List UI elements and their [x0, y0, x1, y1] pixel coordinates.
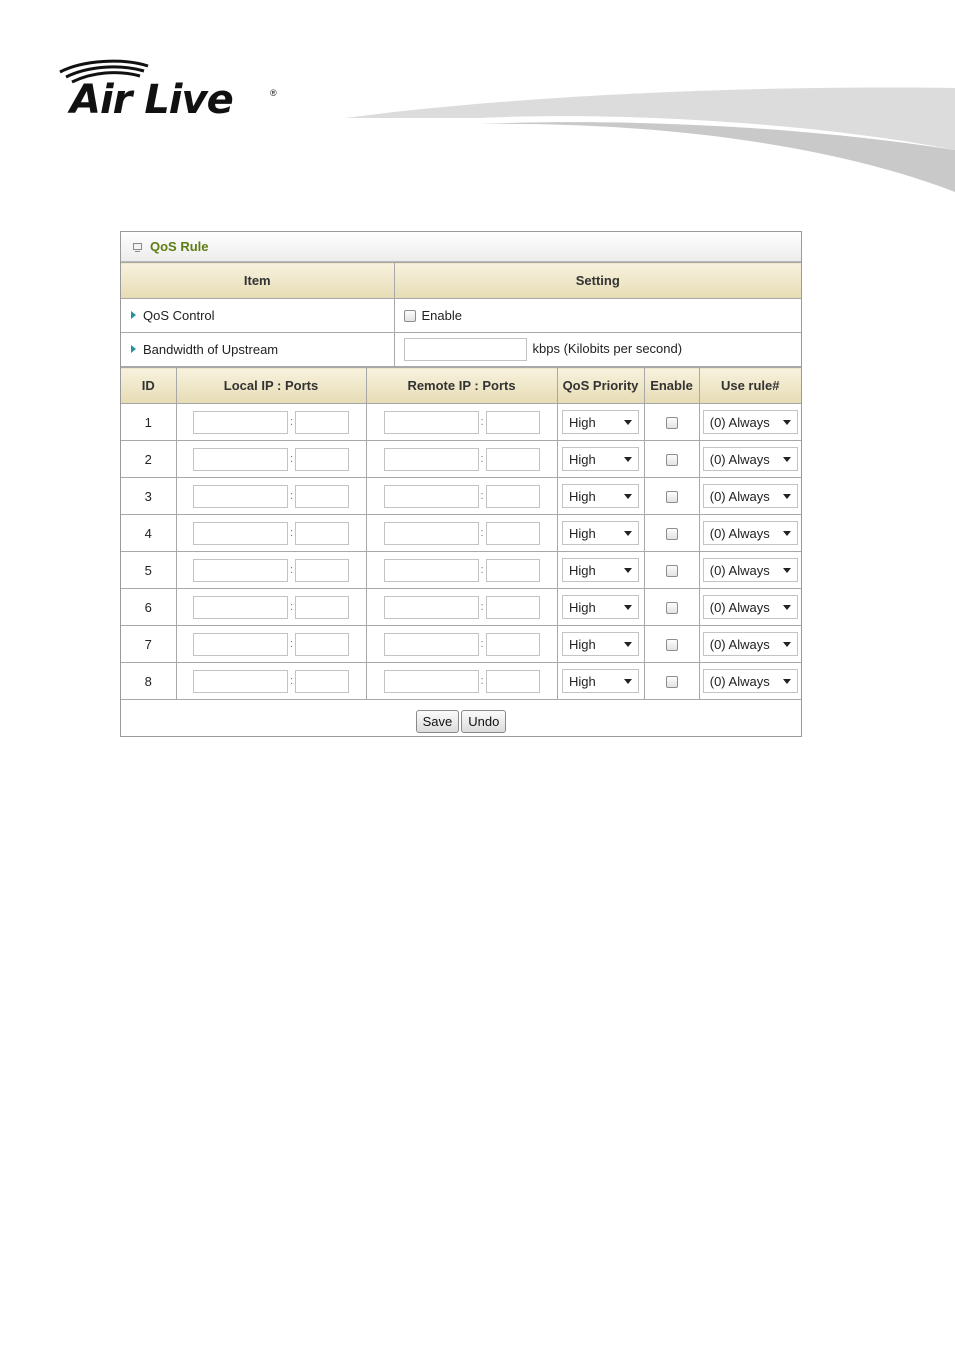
- rule-row: [121, 626, 801, 663]
- remote-ip-cell: [366, 404, 557, 441]
- priority-value: High: [569, 562, 596, 578]
- chevron-down-icon: [624, 679, 632, 684]
- remote-port-input[interactable]: [486, 559, 540, 582]
- remote-port-input[interactable]: [486, 485, 540, 508]
- use-rule-select[interactable]: [703, 558, 798, 582]
- ip-port-separator: :: [480, 526, 484, 539]
- chevron-down-icon: [783, 457, 791, 462]
- rule-enable-checkbox[interactable]: [666, 676, 678, 688]
- logo-registered-mark: ®: [270, 88, 277, 98]
- use-rule-cell: [699, 404, 801, 441]
- use-rule-cell: [699, 626, 801, 663]
- use-rule-value: (0) Always: [709, 488, 770, 504]
- local-ip-cell: [176, 663, 366, 700]
- ip-port-separator: :: [289, 674, 294, 687]
- ip-port-separator: :: [289, 600, 294, 613]
- local-ip-cell: [176, 404, 366, 441]
- remote-ip-input[interactable]: [384, 411, 479, 434]
- use-rule-select[interactable]: [703, 669, 798, 693]
- local-port-input[interactable]: [295, 559, 349, 582]
- local-ip-input[interactable]: [193, 633, 288, 656]
- use-rule-select[interactable]: [703, 521, 798, 545]
- local-port-input[interactable]: [295, 633, 349, 656]
- use-rule-select[interactable]: [703, 632, 798, 656]
- chevron-down-icon: [783, 531, 791, 536]
- remote-ip-cell: [366, 663, 557, 700]
- ip-port-separator: :: [289, 415, 294, 428]
- use-rule-cell: [699, 515, 801, 552]
- remote-port-input[interactable]: [486, 448, 540, 471]
- bandwidth-input[interactable]: [404, 338, 527, 361]
- chevron-down-icon: [624, 420, 632, 425]
- ip-port-separator: :: [480, 637, 484, 650]
- bandwidth-label: Bandwidth of Upstream: [143, 342, 279, 357]
- use-rule-select[interactable]: [703, 595, 798, 619]
- priority-cell: [557, 478, 644, 515]
- rule-id: 1: [121, 404, 176, 441]
- local-ip-input[interactable]: [193, 559, 288, 582]
- local-ip-cell: [176, 515, 366, 552]
- use-rule-value: (0) Always: [709, 636, 770, 652]
- priority-cell: [557, 515, 644, 552]
- use-rule-select[interactable]: [703, 484, 798, 508]
- priority-select[interactable]: [562, 410, 639, 434]
- use-rule-header: Use rule#: [699, 368, 801, 404]
- chevron-down-icon: [783, 642, 791, 647]
- remote-ip-input[interactable]: [384, 596, 479, 619]
- rule-id: 4: [121, 515, 176, 552]
- priority-cell: [557, 404, 644, 441]
- local-ip-input[interactable]: [193, 448, 288, 471]
- ip-port-separator: :: [289, 452, 294, 465]
- remote-ip-input[interactable]: [384, 633, 479, 656]
- enable-cell: [644, 626, 699, 663]
- local-ip-cell: [176, 552, 366, 589]
- chevron-down-icon: [783, 568, 791, 573]
- rule-id: 5: [121, 552, 176, 589]
- chevron-down-icon: [783, 605, 791, 610]
- panel-title-bar: [121, 232, 801, 262]
- rule-enable-checkbox[interactable]: [666, 565, 678, 577]
- qos-control-row: [121, 299, 801, 333]
- use-rule-value: (0) Always: [709, 562, 770, 578]
- rule-enable-checkbox[interactable]: [666, 491, 678, 503]
- local-ip-cell: [176, 441, 366, 478]
- local-port-input[interactable]: [295, 485, 349, 508]
- bullet-arrow-icon: [131, 345, 136, 353]
- ip-port-separator: :: [289, 563, 294, 576]
- local-ip-input[interactable]: [193, 670, 288, 693]
- remote-ip-cell: [366, 478, 557, 515]
- use-rule-value: (0) Always: [709, 414, 770, 430]
- rule-row: [121, 589, 801, 626]
- remote-ip-header: Remote IP : Ports: [366, 368, 557, 404]
- bandwidth-item: [121, 333, 394, 367]
- qos-control-label: QoS Control: [143, 308, 215, 323]
- use-rule-cell: [699, 441, 801, 478]
- rule-row: [121, 478, 801, 515]
- qos-control-item: [121, 299, 394, 333]
- enable-cell: [644, 515, 699, 552]
- rule-enable-checkbox[interactable]: [666, 454, 678, 466]
- priority-select[interactable]: [562, 632, 639, 656]
- remote-ip-cell: [366, 552, 557, 589]
- ip-port-separator: :: [480, 489, 484, 502]
- settings-table: [121, 262, 801, 367]
- use-rule-select[interactable]: [703, 447, 798, 471]
- chevron-down-icon: [783, 420, 791, 425]
- remote-ip-cell: [366, 515, 557, 552]
- priority-value: High: [569, 414, 596, 430]
- enable-cell: [644, 552, 699, 589]
- window-icon: [133, 243, 142, 250]
- priority-select[interactable]: [562, 669, 639, 693]
- item-header: Item: [121, 263, 394, 299]
- local-port-input[interactable]: [295, 670, 349, 693]
- use-rule-select[interactable]: [703, 410, 798, 434]
- rule-row: [121, 441, 801, 478]
- local-port-input[interactable]: [295, 522, 349, 545]
- priority-select[interactable]: [562, 521, 639, 545]
- qos-control-setting: [394, 299, 801, 333]
- local-ip-cell: [176, 589, 366, 626]
- local-ip-input[interactable]: [193, 596, 288, 619]
- use-rule-cell: [699, 663, 801, 700]
- local-ip-header: Local IP : Ports: [176, 368, 366, 404]
- rules-body: [121, 404, 801, 700]
- local-ip-input[interactable]: [193, 411, 288, 434]
- remote-ip-input[interactable]: [384, 670, 479, 693]
- priority-cell: [557, 552, 644, 589]
- remote-port-input[interactable]: [486, 670, 540, 693]
- ip-port-separator: :: [480, 563, 484, 576]
- remote-ip-input[interactable]: [384, 522, 479, 545]
- settings-header-row: [121, 263, 801, 299]
- enable-cell: [644, 478, 699, 515]
- remote-ip-cell: [366, 626, 557, 663]
- local-ip-cell: [176, 626, 366, 663]
- panel-title: QoS Rule: [150, 239, 209, 254]
- remote-ip-cell: [366, 441, 557, 478]
- bandwidth-setting: [394, 333, 801, 367]
- ip-port-separator: :: [289, 637, 294, 650]
- chevron-down-icon: [783, 679, 791, 684]
- local-ip-input[interactable]: [193, 485, 288, 508]
- enable-cell: [644, 589, 699, 626]
- rule-id: 2: [121, 441, 176, 478]
- use-rule-value: (0) Always: [709, 673, 770, 689]
- rule-row: [121, 663, 801, 700]
- enable-cell: [644, 441, 699, 478]
- rule-row: [121, 552, 801, 589]
- enable-cell: [644, 663, 699, 700]
- enable-header: Enable: [644, 368, 699, 404]
- bandwidth-unit: kbps (Kilobits per second): [532, 340, 683, 356]
- enable-cell: [644, 404, 699, 441]
- priority-cell: [557, 589, 644, 626]
- bandwidth-row: [121, 333, 801, 367]
- local-ip-cell: [176, 478, 366, 515]
- local-port-input[interactable]: [295, 411, 349, 434]
- remote-port-input[interactable]: [486, 522, 540, 545]
- rule-enable-checkbox[interactable]: [666, 602, 678, 614]
- priority-value: High: [569, 525, 596, 541]
- bullet-arrow-icon: [131, 311, 136, 319]
- chevron-down-icon: [624, 642, 632, 647]
- chevron-down-icon: [624, 605, 632, 610]
- priority-value: High: [569, 451, 596, 467]
- local-ip-input[interactable]: [193, 522, 288, 545]
- ip-port-separator: :: [480, 415, 484, 428]
- undo-button[interactable]: Undo: [461, 710, 506, 733]
- rule-row: [121, 404, 801, 441]
- rules-header-row: [121, 368, 801, 404]
- use-rule-cell: [699, 589, 801, 626]
- remote-ip-cell: [366, 589, 557, 626]
- rule-enable-checkbox[interactable]: [666, 639, 678, 651]
- use-rule-value: (0) Always: [709, 525, 770, 541]
- rule-id: 7: [121, 626, 176, 663]
- remote-port-input[interactable]: [486, 596, 540, 619]
- chevron-down-icon: [624, 494, 632, 499]
- save-button[interactable]: Save: [416, 710, 460, 733]
- ip-port-separator: :: [289, 489, 294, 502]
- ip-port-separator: :: [289, 526, 294, 539]
- rule-id: 6: [121, 589, 176, 626]
- priority-select[interactable]: [562, 447, 639, 471]
- chevron-down-icon: [624, 457, 632, 462]
- priority-select[interactable]: [562, 484, 639, 508]
- priority-value: High: [569, 488, 596, 504]
- remote-port-input[interactable]: [486, 411, 540, 434]
- priority-cell: [557, 626, 644, 663]
- rule-id: 8: [121, 663, 176, 700]
- remote-ip-input[interactable]: [384, 559, 479, 582]
- id-header: ID: [121, 368, 176, 404]
- priority-header: QoS Priority: [557, 368, 644, 404]
- airlive-logo: [58, 58, 288, 128]
- chevron-down-icon: [783, 494, 791, 499]
- chevron-down-icon: [624, 568, 632, 573]
- priority-select[interactable]: [562, 595, 639, 619]
- ip-port-separator: :: [480, 452, 484, 465]
- qos-rules-table: [121, 367, 801, 700]
- use-rule-value: (0) Always: [709, 599, 770, 615]
- priority-select[interactable]: [562, 558, 639, 582]
- ip-port-separator: :: [480, 600, 484, 613]
- rule-enable-checkbox[interactable]: [666, 417, 678, 429]
- priority-cell: [557, 663, 644, 700]
- local-port-input[interactable]: [295, 596, 349, 619]
- rule-row: [121, 515, 801, 552]
- remote-ip-input[interactable]: [384, 448, 479, 471]
- priority-value: High: [569, 599, 596, 615]
- remote-port-input[interactable]: [486, 633, 540, 656]
- button-row: [121, 700, 801, 743]
- local-port-input[interactable]: [295, 448, 349, 471]
- priority-cell: [557, 441, 644, 478]
- priority-value: High: [569, 673, 596, 689]
- rule-id: 3: [121, 478, 176, 515]
- ip-port-separator: :: [480, 674, 484, 687]
- logo-text: Air Live: [70, 77, 233, 123]
- setting-header: Setting: [394, 263, 801, 299]
- chevron-down-icon: [624, 531, 632, 536]
- remote-ip-input[interactable]: [384, 485, 479, 508]
- use-rule-value: (0) Always: [709, 451, 770, 467]
- use-rule-cell: [699, 552, 801, 589]
- rule-enable-checkbox[interactable]: [666, 528, 678, 540]
- qos-rule-panel: [120, 231, 802, 737]
- qos-enable-label: Enable: [421, 308, 462, 323]
- use-rule-cell: [699, 478, 801, 515]
- priority-value: High: [569, 636, 596, 652]
- qos-enable-checkbox[interactable]: [404, 310, 416, 322]
